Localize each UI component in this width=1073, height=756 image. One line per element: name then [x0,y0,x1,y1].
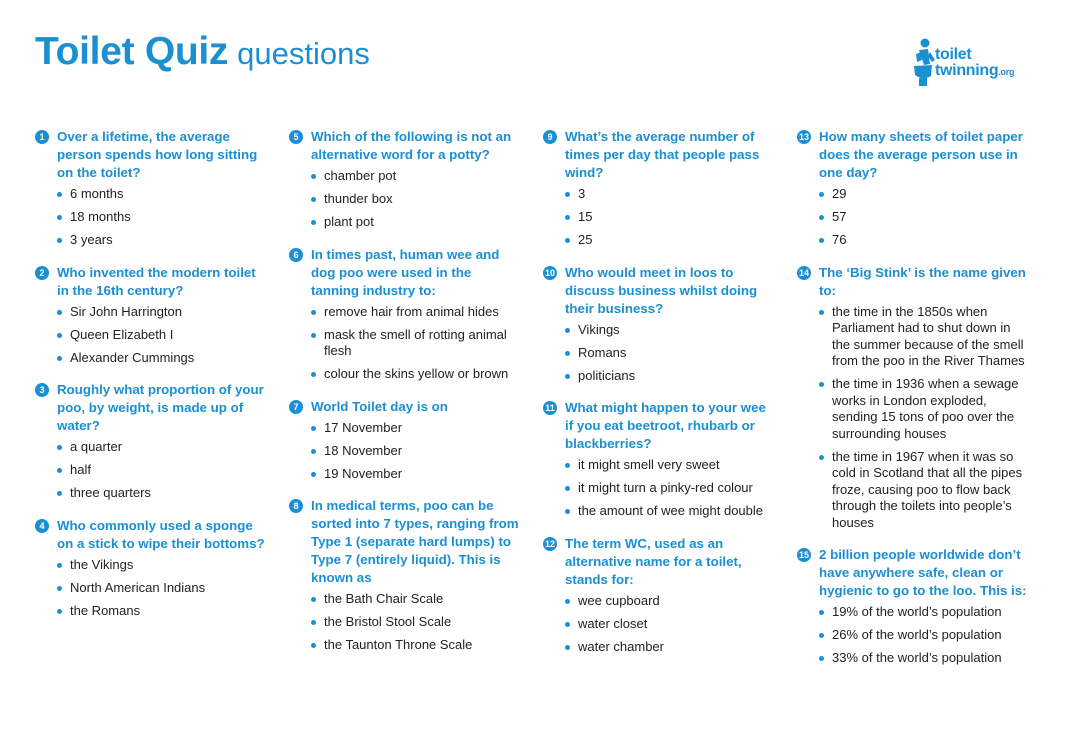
answer-option: the time in the 1850s when Parliament had to shut down in the summer because of the smell from the poo in the River Thames [819,304,1029,370]
title-light: questions [237,36,370,71]
column-1 [35,128,267,634]
question-text: Who invented the modern toilet in the 16th century? [57,264,256,298]
answer-options [565,322,775,385]
answer-options [565,457,775,520]
answer-options [57,186,267,249]
answer-options [311,304,521,383]
person-on-toilet-icon [912,38,936,88]
answer-option: 6 months [57,186,267,203]
column-4 [797,128,1029,682]
question-7 [289,398,521,483]
answer-option: water closet [565,616,775,633]
question-text: How many sheets of toilet paper does the average person use in one day? [819,129,1023,180]
answer-option: the Bath Chair Scale [311,591,521,608]
answer-option: 57 [819,209,1029,226]
logo-line-2-text: twinning [935,62,999,79]
toilet-twinning-logo [912,38,1042,90]
answer-option: 3 [565,186,775,203]
answer-options [565,593,775,656]
answer-option: plant pot [311,214,521,231]
answer-option: 19% of the world’s population [819,604,1029,621]
question-text: Who would meet in loos to discuss business whilst doing their business? [565,264,758,316]
answer-option: North American Indians [57,580,267,597]
question-10 [543,264,775,385]
logo-line-2 [935,63,1014,80]
answer-option: the Vikings [57,557,267,574]
logo-line-1: toilet [935,46,972,63]
answer-option: 15 [565,209,775,226]
question-number-badge: 5 [289,130,303,144]
answer-option: 18 November [311,443,521,460]
question-number-badge: 11 [543,401,557,415]
answer-options [57,439,267,502]
question-13 [797,128,1029,249]
answer-option: it might turn a pinky-red colour [565,480,775,497]
answer-option: 26% of the world’s population [819,627,1029,644]
answer-option: Vikings [565,322,775,339]
logo-wordmark [935,47,1014,80]
answer-option: 3 years [57,232,267,249]
answer-option: three quarters [57,485,267,502]
question-11 [543,399,775,520]
question-14 [797,264,1029,532]
answer-option: Sir John Harrington [57,304,267,321]
title-bold: Toilet Quiz [35,30,229,73]
answer-option: the Bristol Stool Scale [311,614,521,631]
question-number-badge: 1 [35,130,49,144]
column-2 [289,128,521,669]
answer-options [819,304,1029,532]
answer-option: Queen Elizabeth I [57,327,267,344]
question-number-badge: 13 [798,132,809,142]
question-number-badge: 14 [798,267,809,278]
answer-option: 25 [565,232,775,249]
question-1 [35,128,267,249]
answer-option: mask the smell of rotting animal flesh [311,327,521,360]
question-number-badge: 9 [543,130,557,144]
question-text: The term WC, used as an alternative name for a toilet, stands for: [565,535,742,587]
answer-option: half [57,462,267,479]
question-number-badge: 2 [35,266,49,280]
answer-option: colour the skins yellow or brown [311,366,521,383]
answer-option: it might smell very sweet [565,457,775,474]
question-number-badge: 8 [289,499,303,513]
answer-options [57,304,267,367]
column-3 [543,128,775,670]
question-text: 2 billion people worldwide don’t have anywhere safe, clean or hygienic to go to the loo. This is: [819,547,1027,598]
answer-option: chamber pot [311,168,521,185]
question-2 [35,264,267,367]
answer-option: 17 November [311,420,521,437]
answer-option: remove hair from animal hides [311,304,521,321]
answer-option: a quarter [57,439,267,456]
answer-options [819,604,1029,667]
answer-option: wee cupboard [565,593,775,610]
question-text: Roughly what proportion of your poo, by weight, is made up of water? [57,382,264,433]
question-number-badge: 6 [289,248,303,262]
question-text: What’s the average number of times per day that people pass wind? [565,129,760,180]
question-number-badge: 10 [544,267,555,278]
page-title [35,32,370,71]
question-text: Which of the following is not an alternative word for a potty? [311,129,512,162]
answer-option: 76 [819,232,1029,249]
question-text: What might happen to your wee if you eat beetroot, rhubarb or blackberries? [565,400,766,451]
answer-option: 18 months [57,209,267,226]
answer-options [819,186,1029,249]
answer-option: 29 [819,186,1029,203]
question-text: In times past, human wee and dog poo were used in the tanning industry to: [311,246,500,298]
answer-options [311,591,521,654]
question-number-badge: 4 [35,519,49,533]
question-text: World Toilet day is on [311,398,448,414]
answer-options [311,168,521,231]
question-3 [35,381,267,502]
answer-option: 19 November [311,466,521,483]
question-5 [289,128,521,231]
answer-option: the Taunton Throne Scale [311,637,521,654]
answer-option: politicians [565,368,775,385]
answer-option: the Romans [57,603,267,620]
question-6 [289,246,521,383]
logo-suffix: .org [998,67,1015,77]
question-text: Who commonly used a sponge on a stick to wipe their bottoms? [57,517,265,551]
answer-option: thunder box [311,191,521,208]
question-text: The ‘Big Stink’ is the name given to: [819,264,1026,298]
answer-option: the time in 1936 when a sewage works in London exploded, sending 15 tons of poo over the surrounding houses [819,376,1029,442]
question-8 [289,497,521,654]
answer-option: Alexander Cummings [57,350,267,367]
question-15 [797,546,1029,667]
question-number-badge: 3 [35,383,49,397]
answer-option: Romans [565,345,775,362]
question-text: In medical terms, poo can be sorted into 7 types, ranging from Type 1 (separate hard lumps) to Type 7 (entirely liquid). This is known as [311,498,519,585]
question-9 [543,128,775,249]
answer-option: water chamber [565,639,775,656]
question-number-badge: 12 [544,538,555,549]
answer-options [565,186,775,249]
answer-options [311,420,521,483]
question-number-badge: 7 [289,400,303,414]
question-text: Over a lifetime, the average person spends how long sitting on the toilet? [57,129,258,180]
question-number-badge: 15 [798,550,809,560]
question-12 [543,535,775,656]
answer-option: the time in 1967 when it was so cold in Scotland that all the pipes froze, causing poo to flow back through the toilets into people’s houses [819,449,1029,532]
answer-options [57,557,267,620]
answer-option: the amount of wee might double [565,503,775,520]
question-4 [35,517,267,620]
answer-option: 33% of the world’s population [819,650,1029,667]
